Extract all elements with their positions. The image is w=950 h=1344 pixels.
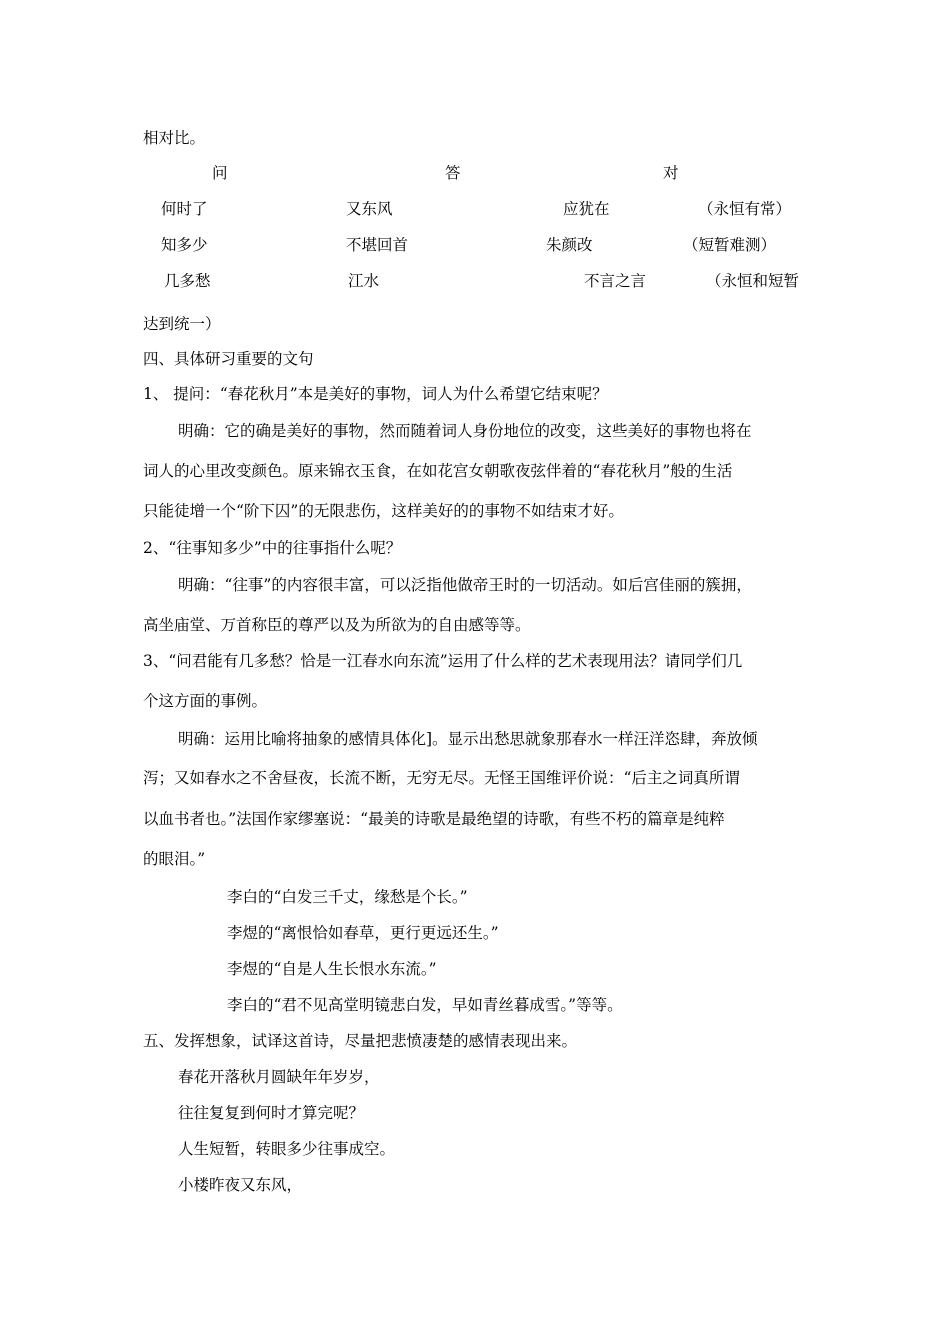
table-cell: （短暂难测） [683, 236, 777, 254]
answer-3-line: 泻；又如春水之不舍昼夜，长流不断，无穷无尽。无怪王国维评价说：“后主之词真所谓 [143, 769, 740, 787]
section-5-title: 五、发挥想象，试译这首诗，尽量把悲愤凄楚的感情表现出来。 [143, 1032, 578, 1050]
question-3-line: 个这方面的事例。 [143, 692, 268, 710]
table-cell: 知多少 [161, 236, 208, 254]
table-cell: 江水 [348, 272, 380, 290]
table-cell: （永恒和短暂 [706, 272, 800, 290]
question-3-line: 3、“问君能有几多愁？恰是一江春水向东流”运用了什么样的艺术表现用法？请同学们几 [143, 652, 743, 670]
table-continuation: 达到统一） [143, 315, 221, 333]
table-cell: 何时了 [161, 200, 208, 218]
answer-2-line: 高坐庙堂、万首称臣的尊严以及为所欲为的自由感等等。 [143, 616, 531, 634]
answer-1-line: 词人的心里改变颜色。原来锦衣玉食，在如花宫女朝歌夜弦伴着的“春花秋月”般的生活 [143, 462, 733, 480]
answer-1-line: 只能徒增一个“阶下囚”的无限悲伤，这样美好的的事物不如结束才好。 [143, 502, 624, 520]
poem-example: 李白的“君不见高堂明镜悲白发，早如青丝暮成雪。”等等。 [227, 996, 623, 1014]
answer-3-line: 的眼泪。” [143, 850, 206, 868]
intro-line: 相对比。 [143, 129, 206, 147]
table-header-contrast: 对 [663, 164, 679, 182]
table-cell: 不言之言 [584, 272, 647, 290]
table-cell: 几多愁 [164, 272, 211, 290]
poem-example: 李煜的“自是人生长恨水东流。” [227, 960, 437, 978]
table-cell: 朱颜改 [546, 236, 593, 254]
translation-line: 春花开落秋月圆缺年年岁岁， [178, 1068, 380, 1086]
table-header-ask: 问 [212, 164, 228, 182]
question-1: 1、 提问：“春花秋月”本是美好的事物，词人为什么希望它结束呢？ [143, 385, 608, 403]
section-4-title: 四、具体研习重要的文句 [143, 350, 314, 368]
translation-line: 往往复复到何时才算完呢？ [178, 1104, 365, 1122]
answer-3-line: 明确：运用比喻将抽象的感情具体化]。显示出愁思就象那春水一样汪洋恣肆，奔放倾 [178, 730, 758, 748]
table-header-answer: 答 [445, 164, 461, 182]
poem-example: 李白的“白发三千丈，缘愁是个长。” [227, 888, 468, 906]
answer-3-line: 以血书者也。”法国作家缪塞说：“最美的诗歌是最绝望的诗歌，有些不朽的篇章是纯粹 [143, 810, 725, 828]
poem-example: 李煜的“离恨恰如春草，更行更远还生。” [227, 924, 499, 942]
answer-2-line: 明确：“往事”的内容很丰富，可以泛指他做帝王时的一切活动。如后宫佳丽的簇拥， [178, 576, 752, 594]
translation-line: 人生短暂，转眼多少往事成空。 [178, 1140, 396, 1158]
table-cell: 应犹在 [563, 200, 610, 218]
answer-1-line: 明确：它的确是美好的事物，然而随着词人身份地位的改变，这些美好的事物也将在 [178, 422, 752, 440]
table-cell: （永恒有常） [698, 200, 792, 218]
table-cell: 不堪回首 [346, 236, 409, 254]
question-2: 2、“往事知多少”中的往事指什么呢？ [143, 539, 402, 557]
table-cell: 又东风 [346, 200, 393, 218]
translation-line: 小楼昨夜又东风， [178, 1176, 303, 1194]
